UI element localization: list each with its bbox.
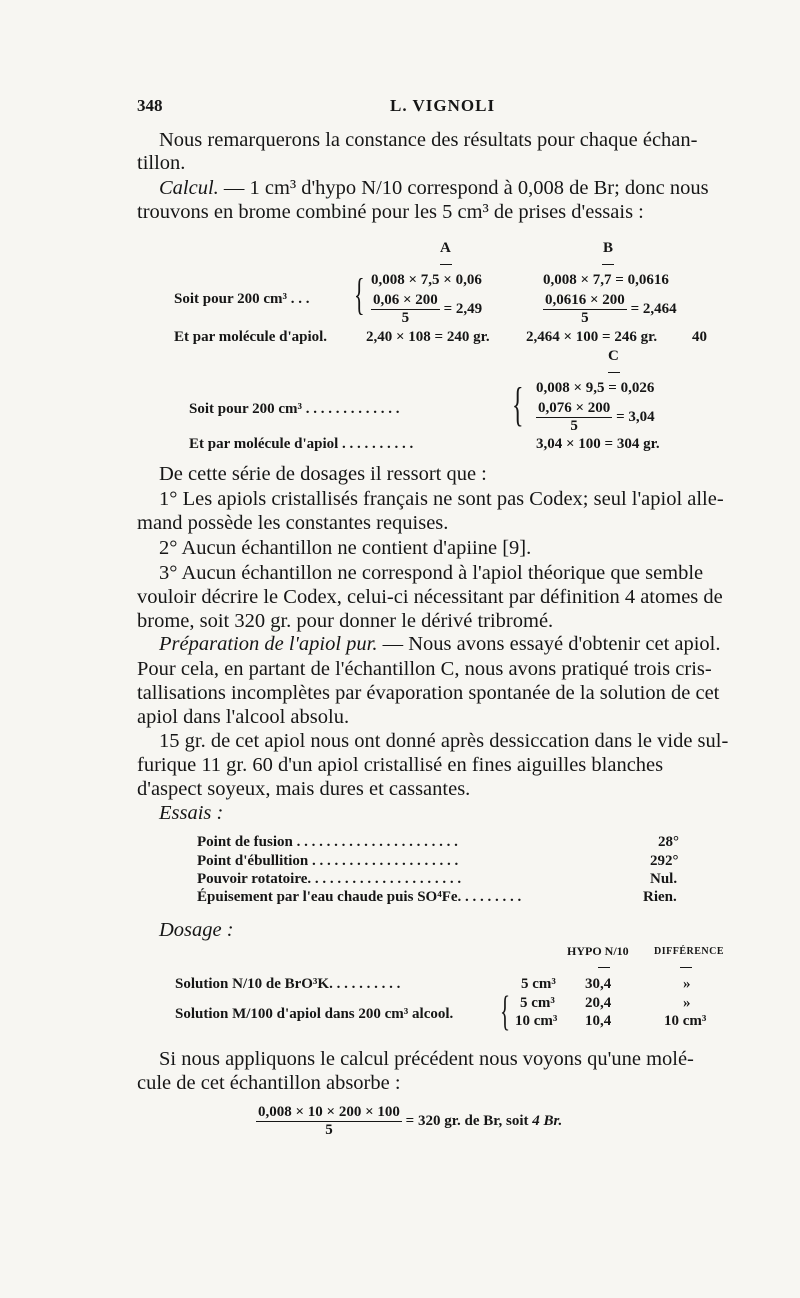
fraction — [536, 400, 612, 435]
calc-a-molecule: 2,40 × 108 = 240 gr. — [366, 329, 490, 345]
intro-line: tillon. — [137, 152, 186, 174]
fraction-denominator: 5 — [581, 310, 589, 326]
calcul-text: — 1 cm³ d'hypo N/10 correspond à 0,008 de Br; donc nous — [218, 177, 709, 199]
essais-value: 28° — [658, 834, 679, 850]
body-line: vouloir décrire le Codex, celui-ci nécessitant par définition 4 atomes de — [137, 586, 723, 608]
dosage-difference: 10 cm³ — [664, 1013, 707, 1029]
left-brace: { — [500, 989, 511, 1035]
body-line: apiol dans l'alcool absolu. — [137, 706, 350, 728]
intro-line: trouvons en brome combiné pour les 5 cm³ de prises d'essais : — [137, 201, 644, 223]
body-line: Si nous appliquons le calcul précédent nous voyons qu'une molé- — [159, 1048, 694, 1070]
calc-a-result: = 2,49 — [443, 300, 483, 317]
left-brace: { — [354, 270, 365, 319]
essais-value: 292° — [650, 853, 679, 869]
body-line: De cette série de dosages il ressort que : — [159, 463, 487, 485]
column-rule — [602, 264, 614, 265]
dosage-heading-text: Dosage : — [159, 919, 234, 941]
intro-line: Nous remarquerons la constance des résultats pour chaque échan- — [159, 129, 698, 151]
calcul-line — [159, 178, 709, 199]
dosage-row-label: Solution N/10 de BrO³K. . . . . . . . . . — [175, 976, 401, 992]
row-label: Et par molécule d'apiol. — [174, 329, 328, 345]
essais-label: Épuisement par l'eau chaude puis SO⁴Fe. . . . . . . . . — [197, 889, 522, 905]
body-line: 1° Les apiols cristallisés français ne sont pas Codex; seul l'apiol alle- — [159, 488, 724, 510]
column-header-hypo: HYPO N/10 — [567, 944, 629, 958]
calc-b-fraction — [543, 292, 677, 327]
dosage-volume: 5 cm³ — [521, 976, 556, 992]
column-rule — [608, 372, 620, 373]
fraction — [371, 292, 440, 327]
calc-b-extra: 40 — [692, 329, 707, 345]
running-title: L. VIGNOLI — [390, 96, 496, 115]
calc-c-result: = 3,04 — [616, 408, 655, 425]
column-rule — [440, 264, 452, 265]
essais-heading — [159, 803, 223, 824]
prep-line — [159, 634, 721, 655]
dosage-difference: » — [683, 976, 691, 992]
row-label: Et par molécule d'apiol . . . . . . . . . . — [189, 436, 414, 452]
column-rule — [598, 967, 610, 968]
dosage-hypo: 30,4 — [585, 976, 612, 992]
column-header-difference: DIFFÉRENCE — [654, 946, 725, 957]
column-rule — [680, 967, 692, 968]
fraction-numerator: 0,0616 × 200 — [545, 292, 625, 308]
body-line: d'aspect soyeux, mais dures et cassantes. — [137, 778, 471, 800]
dosage-heading — [159, 920, 234, 941]
dosage-volume: 10 cm³ — [515, 1013, 558, 1029]
calc-c-fraction — [536, 400, 655, 435]
essais-value: Rien. — [643, 889, 677, 905]
left-brace: { — [512, 378, 524, 431]
dosage-volume: 5 cm³ — [520, 995, 555, 1011]
fraction-numerator: 0,008 × 10 × 200 × 100 — [258, 1104, 400, 1120]
row-label: Soit pour 200 cm³ . . . . . . . . . . . . . — [189, 401, 400, 417]
essais-value: Nul. — [650, 871, 678, 887]
body-line: brome, soit 320 gr. pour donner le dérivé tribromé. — [137, 610, 554, 632]
calcul-label: Calcul. — [159, 177, 219, 199]
body-line: mand possède les constantes requises. — [137, 512, 449, 534]
essais-label: Point de fusion . . . . . . . . . . . . . . . . . . . . . . — [197, 834, 458, 850]
column-header-c: C — [608, 348, 619, 364]
row-label: Soit pour 200 cm³ . . . — [174, 291, 310, 307]
fraction — [543, 292, 627, 327]
essais-heading-text: Essais : — [159, 802, 224, 824]
body-line: furique 11 gr. 60 d'un apiol cristallisé en fines aiguilles blanches — [137, 754, 664, 776]
final-result-italic: 4 Br. — [532, 1112, 563, 1129]
fraction — [256, 1104, 402, 1139]
dosage-hypo: 20,4 — [585, 995, 612, 1011]
calc-b-result: = 2,464 — [630, 300, 677, 317]
calc-a-line1: 0,008 × 7,5 × 0,06 — [371, 272, 482, 288]
calc-b-line1: 0,008 × 7,7 = 0,0616 — [543, 272, 669, 288]
fraction-numerator: 0,076 × 200 — [538, 400, 611, 416]
calc-b-molecule: 2,464 × 100 = 246 gr. — [526, 329, 658, 345]
prep-text: — Nous avons essayé d'obtenir cet apiol. — [377, 633, 721, 655]
calc-a-fraction — [371, 292, 482, 327]
fraction-denominator: 5 — [570, 418, 578, 434]
essais-label: Pouvoir rotatoire. . . . . . . . . . . . . . . . . . . . . — [197, 871, 462, 887]
calc-c-molecule: 3,04 × 100 = 304 gr. — [536, 436, 660, 452]
body-line: cule de cet échantillon absorbe : — [137, 1072, 401, 1094]
calc-c-line1: 0,008 × 9,5 = 0,026 — [536, 380, 655, 396]
body-line: tallisations incomplètes par évaporation spontanée de la solution de cet — [137, 682, 720, 704]
dosage-row-label: Solution M/100 d'apiol dans 200 cm³ alcool. — [175, 1006, 454, 1022]
dosage-hypo: 10,4 — [585, 1013, 612, 1029]
body-line: 3° Aucun échantillon ne correspond à l'apiol théorique que semble — [159, 562, 704, 584]
final-result: = 320 gr. de Br, soit — [405, 1112, 533, 1129]
fraction-denominator: 5 — [325, 1122, 333, 1138]
page-number: 348 — [137, 96, 163, 115]
column-header-a: A — [440, 240, 451, 256]
column-header-b: B — [603, 240, 614, 256]
body-line: 2° Aucun échantillon ne contient d'apiine [9]. — [159, 537, 532, 559]
fraction-denominator: 5 — [401, 310, 410, 326]
final-equation — [256, 1104, 562, 1139]
body-line: Pour cela, en partant de l'échantillon C, nous avons pratiqué trois cris- — [137, 658, 712, 680]
dosage-difference: » — [683, 995, 691, 1011]
essais-label: Point d'ébullition . . . . . . . . . . . . . . . . . . . . — [197, 853, 459, 869]
body-line: 15 gr. de cet apiol nous ont donné après dessiccation dans le vide sul- — [159, 730, 729, 752]
prep-label: Préparation de l'apiol pur. — [159, 633, 378, 655]
fraction-numerator: 0,06 × 200 — [373, 292, 438, 308]
